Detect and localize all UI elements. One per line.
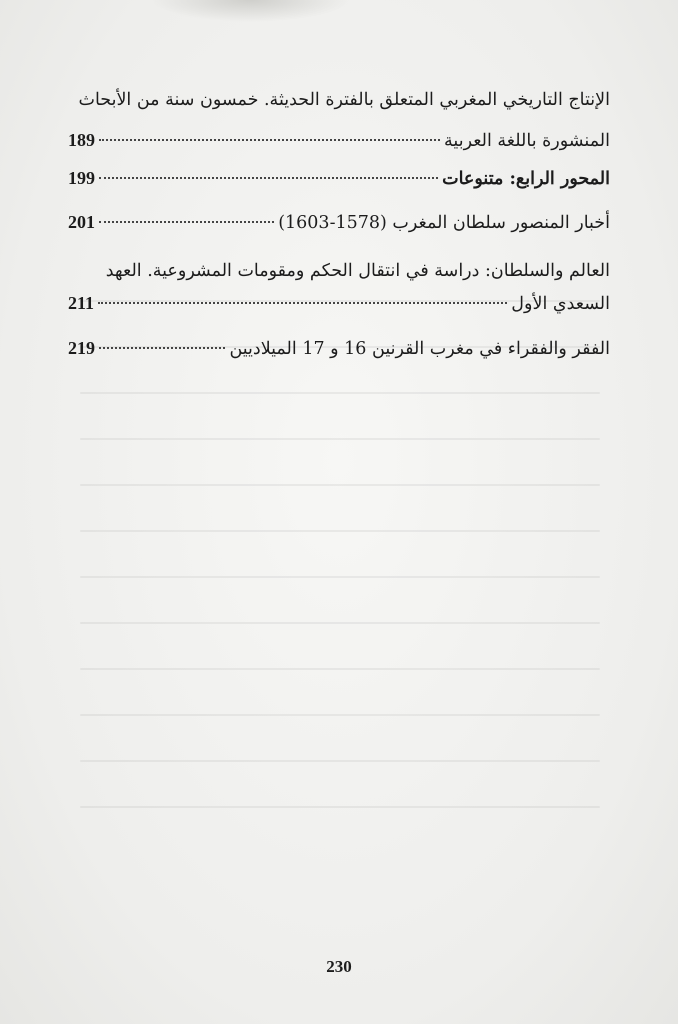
toc-entry — [68, 259, 610, 316]
dot-leader — [99, 346, 225, 349]
dot-leader — [98, 301, 507, 304]
toc-entry-row — [68, 291, 610, 316]
show-through-text — [80, 300, 600, 890]
toc-entry-title-line: الإنتاج التاريخي المغربي المتعلق بالفترة الحديثة. خمسون سنة من الأبحاث — [78, 90, 610, 110]
toc-page-number: 199 — [68, 168, 95, 188]
toc-entry — [68, 210, 610, 235]
dot-leader — [99, 176, 438, 179]
toc-page-number: 211 — [68, 293, 95, 313]
toc-entry-title: أخبار المنصور سلطان المغرب (1578-1603) — [278, 213, 610, 233]
dot-leader — [99, 138, 440, 141]
toc-entry-row — [68, 210, 610, 235]
dot-leader — [99, 220, 274, 223]
toc-entry — [68, 336, 610, 361]
toc-entry-title: الفقر والفقراء في مغرب القرنين 16 و 17 الميلاديين — [229, 339, 610, 359]
toc-entry-row — [68, 336, 610, 361]
toc-entry-title: المحور الرابع: متنوعات — [442, 169, 610, 189]
toc-page-number: 189 — [68, 130, 95, 150]
page-shadow — [150, 0, 350, 22]
toc-page-number: 201 — [68, 212, 95, 232]
toc-page-number: 219 — [68, 338, 95, 358]
toc-entry-title-line: العالم والسلطان: دراسة في انتقال الحكم ومقومات المشروعية. العهد — [105, 261, 610, 281]
toc-entry-row — [68, 128, 610, 153]
toc-entry — [68, 88, 610, 153]
toc-entry-title: السعدي الأول — [511, 294, 610, 314]
toc-entry-title: المنشورة باللغة العربية — [444, 131, 610, 151]
page-number: 230 — [326, 957, 352, 976]
toc-entry-row — [68, 166, 610, 191]
toc-section-heading — [68, 166, 610, 191]
